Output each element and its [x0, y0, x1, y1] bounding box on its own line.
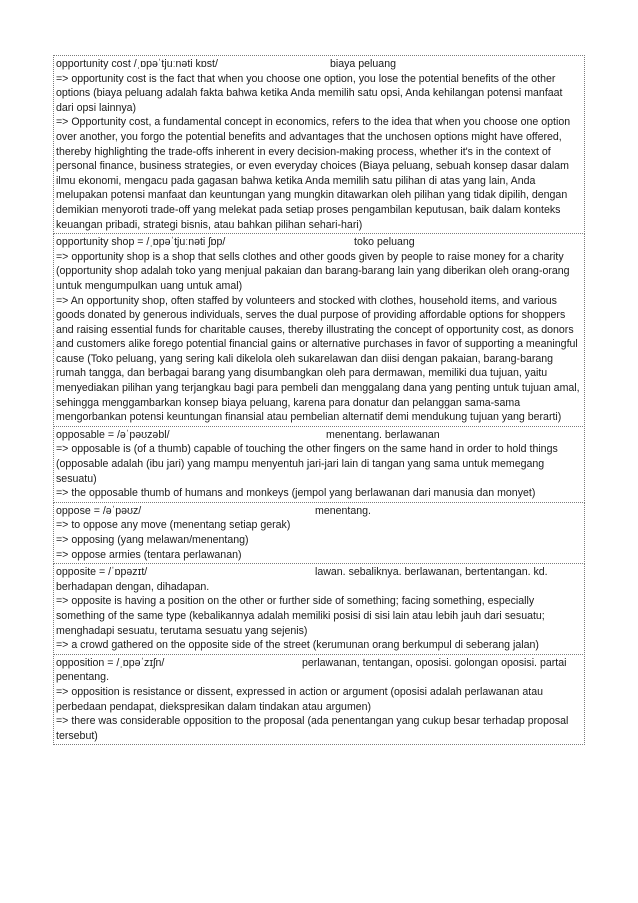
entry-definition: => opportunity cost is the fact that when you choose one option, you lose the potential benefits of the other options (biaya peluang adalah fakta bahwa ketika Anda memilih satu opsi, Anda kehilangan potensi manfaat dari opsi lainnya) — [56, 72, 563, 114]
entry-example: => a crowd gathered on the opposite side of the street (kerumunan orang berkumpul di seberang jalan) — [56, 639, 539, 652]
entry-example: => Opportunity cost, a fundamental concept in economics, refers to the idea that when you choose one option over another, you forgo the potential benefits and advantages that the unchosen options might have offered, thereby highlighting the trade-offs inherent in every decision-making process, whether it's in the context of personal finance, business strategies, or even everyday choices (Biaya peluang, sebuah konsep dasar dalam ilmu ekonomi, mengacu pada gagasan bahwa ketika Anda memilih satu pilihan di atas yang lain, Anda melupakan potensi manfaat dan keuntungan yang mungkin ditawarkan oleh pilihan yang tidak dipilih, dengan demikian menyoroti trade-off yang melekat pada setiap proses pengambilan keputusan, baik dalam konteks keuangan pribadi, strategi bisnis, atau bahkan pilihan sehari-hari) — [56, 116, 571, 231]
entry-headline — [56, 428, 582, 443]
entry-meaning-continued: penentang. — [56, 671, 110, 684]
entry-example: => An opportunity shop, often staffed by volunteers and stocked with clothes, household items, and various goods donated by generous individuals, serves the dual purpose of providing affordable options for shoppers and raising essential funds for charitable causes, thereby illustrating the concept of opportunity cost, as donors and customers alike forego potential financial gains or alternative purchases in favor of supporting a meaningful cause (Toko peluang, yang sering kali dikelola oleh sukarelawan dan diisi dengan pakaian, barang-barang rumah tangga, dan berbagai barang yang disumbangkan oleh para dermawan, memiliki dua tujuan, yaitu menyediakan pilihan yang terjangkau bagi para pembeli dan menggalang dana yang penting untuk tujuan amal, sehingga menggambarkan konsep biaya peluang, karena para donatur dan pelanggan sama-sama mengorbankan potensi keuntungan finansial atau pembelian alternatif demi mendukung tujuan yang berarti) — [56, 294, 580, 424]
entry-example: => opposing (yang melawan/menentang) — [56, 534, 249, 546]
entry-term: opportunity shop = /ˌɒpəˈtjuːnəti ʃɒp/ — [56, 236, 226, 249]
entry-meaning-continued: berhadapan dengan, dihadapan. — [56, 580, 210, 593]
entry-headline — [56, 504, 582, 519]
dictionary-sheet — [53, 56, 585, 745]
entry-headline — [56, 235, 582, 250]
entry-opposition — [53, 654, 585, 746]
entry-meaning: menentang. berlawanan — [326, 428, 440, 441]
entry-example: => to oppose any move (menentang setiap gerak) — [56, 519, 291, 532]
entry-headline — [56, 57, 582, 72]
entry-opportunity-cost — [53, 55, 585, 234]
entry-meaning: biaya peluang — [330, 58, 396, 70]
entry-headline — [56, 565, 582, 580]
entry-term: opposite = /ˈɒpəzɪt/ — [56, 566, 148, 579]
entry-term: opportunity cost /ˌɒpəˈtjuːnəti kɒst/ — [56, 58, 218, 70]
entry-opposite — [53, 563, 585, 655]
entry-definition: => opposable is (of a thumb) capable of touching the other fingers on the same hand in order to hold things (opposable adalah (ibu jari) yang mampu menyentuh jari-jari lain di tangan yang sama untuk memegang sesuatu) — [56, 443, 558, 485]
entry-meaning: toko peluang — [354, 236, 415, 249]
entry-example: => oppose armies (tentara perlawanan) — [56, 548, 242, 561]
entry-term: opposition = /ˌɒpəˈzɪʃn/ — [56, 656, 165, 669]
entry-oppose — [53, 502, 585, 564]
entry-meaning: perlawanan, tentangan, oposisi. golongan oposisi. partai — [302, 656, 567, 669]
entry-definition: => opportunity shop is a shop that sells clothes and other goods given by people to raise money for a charity (opportunity shop adalah toko yang menjual pakaian dan barang-barang lain yang diberikan oleh orang-orang untuk mengumpulkan uang untuk amal) — [56, 250, 570, 292]
entry-meaning: lawan. sebaliknya. berlawanan, bertentangan. kd. — [315, 566, 548, 579]
entry-opportunity-shop — [53, 233, 585, 427]
entry-opposable — [53, 426, 585, 503]
entry-definition: => opposite is having a position on the other or further side of something; facing something, especially something of the same type (kebalikannya adalah memiliki posisi di sisi lain atau lebih jauh dari sesuatu; menghadapi sesuatu, terutama sesuatu yang sejenis) — [56, 595, 545, 637]
entry-example: => the opposable thumb of humans and monkeys (jempol yang berlawanan dari manusia dan monyet) — [56, 487, 536, 500]
entry-term: oppose = /əˈpəʊz/ — [56, 504, 142, 517]
entry-definition: => opposition is resistance or dissent, expressed in action or argument (oposisi adalah perlawanan atau perbedaan pendapat, diekspresikan dalam tindakan atau argumen) — [56, 685, 544, 713]
entry-meaning: menentang. — [315, 504, 371, 517]
entry-headline — [56, 656, 582, 671]
entry-term: opposable = /əˈpəʊzəbl/ — [56, 428, 170, 441]
entry-example: => there was considerable opposition to the proposal (ada penentangan yang cukup besar terhadap proposal tersebut) — [56, 715, 569, 742]
